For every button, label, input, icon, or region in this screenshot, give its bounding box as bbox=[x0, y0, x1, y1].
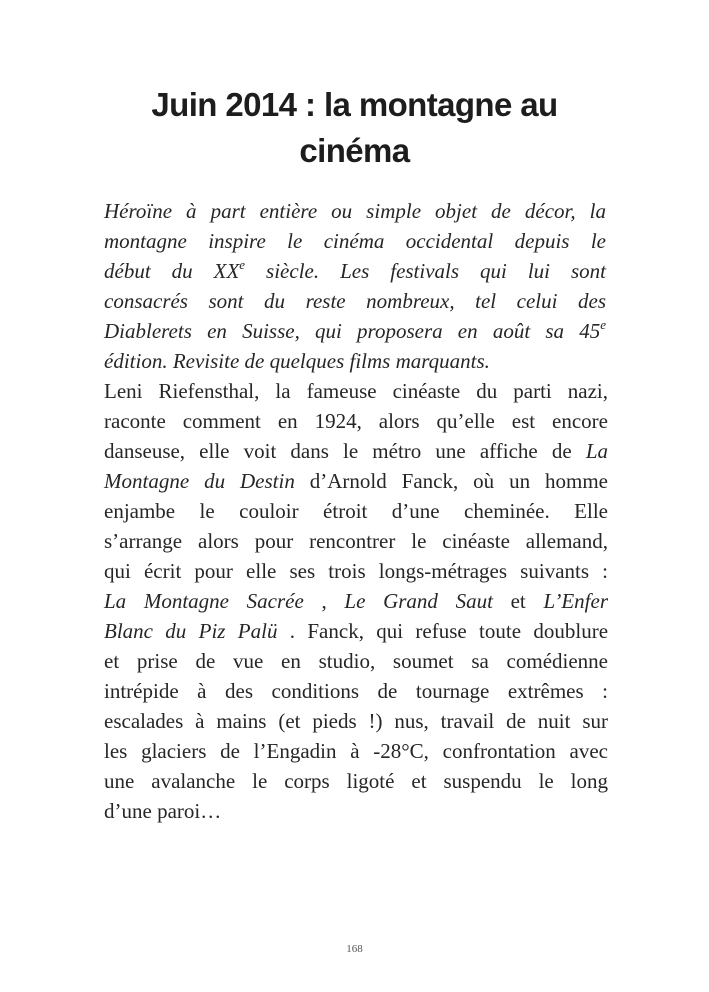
body-text: danseuse, elle voit dans le métro une affiche de bbox=[104, 439, 586, 463]
lead-line bbox=[104, 256, 606, 286]
body-line bbox=[104, 586, 608, 616]
film-title: La Montagne Sacrée bbox=[104, 589, 304, 613]
film-title: Blanc du Piz Palü bbox=[104, 619, 278, 643]
page-title bbox=[90, 82, 619, 174]
body-line: une avalanche le corps ligoté et suspendu le long bbox=[104, 769, 608, 793]
lead-line: consacrés sont du reste nombreux, tel celui des bbox=[104, 289, 606, 313]
body-line: qui écrit pour elle ses trois longs-métrages suivants : bbox=[104, 559, 608, 583]
film-title: Montagne du Destin bbox=[104, 469, 295, 493]
body-line: Leni Riefensthal, la fameuse cinéaste du parti nazi, bbox=[104, 379, 608, 403]
body-line bbox=[104, 466, 608, 496]
body-text: . Fanck, qui refuse toute doublure bbox=[277, 619, 609, 643]
body-line: et prise de vue en studio, soumet sa comédienne bbox=[104, 649, 608, 673]
lead-text: début du XX bbox=[104, 259, 240, 283]
body-line: escalades à mains (et pieds !) nus, travail de nuit sur bbox=[104, 709, 608, 733]
lead-text: Diablerets en Suisse, qui proposera en août sa 45 bbox=[104, 319, 601, 343]
lead-text: siècle. Les festivals qui lui sont bbox=[245, 259, 607, 283]
lead-line: montagne inspire le cinéma occidental depuis le bbox=[104, 229, 606, 253]
lead-line: Héroïne à part entière ou simple objet de décor, la bbox=[104, 199, 606, 223]
lead-paragraph bbox=[104, 196, 606, 376]
body-line: d’une paroi… bbox=[104, 799, 222, 823]
film-title: Le Grand Saut bbox=[344, 589, 493, 613]
film-title: La bbox=[585, 439, 608, 463]
title-line-1: Juin 2014 : la montagne au bbox=[151, 86, 558, 123]
body-line: enjambe le couloir étroit d’une cheminée. Elle bbox=[104, 499, 608, 523]
lead-line bbox=[104, 316, 606, 346]
body-text: et bbox=[492, 589, 544, 613]
body-line: s’arrange alors pour rencontrer le cinéaste allemand, bbox=[104, 529, 608, 553]
superscript: e bbox=[600, 317, 606, 332]
film-title: L’Enfer bbox=[543, 589, 608, 613]
body-paragraph bbox=[104, 376, 608, 826]
body-text: , bbox=[303, 589, 345, 613]
body-line bbox=[104, 616, 608, 646]
body-text: d’Arnold Fanck, où un homme bbox=[294, 469, 608, 493]
body-line: intrépide à des conditions de tournage extrêmes : bbox=[104, 679, 608, 703]
body-line: raconte comment en 1924, alors qu’elle est encore bbox=[104, 409, 608, 433]
body-line bbox=[104, 436, 608, 466]
superscript: e bbox=[239, 257, 246, 272]
title-line-2: cinéma bbox=[299, 132, 410, 169]
lead-line: édition. Revisite de quelques films marquants. bbox=[104, 349, 490, 373]
page-number: 168 bbox=[346, 943, 363, 955]
body-line: les glaciers de l’Engadin à -28°C, confrontation avec bbox=[104, 739, 608, 763]
